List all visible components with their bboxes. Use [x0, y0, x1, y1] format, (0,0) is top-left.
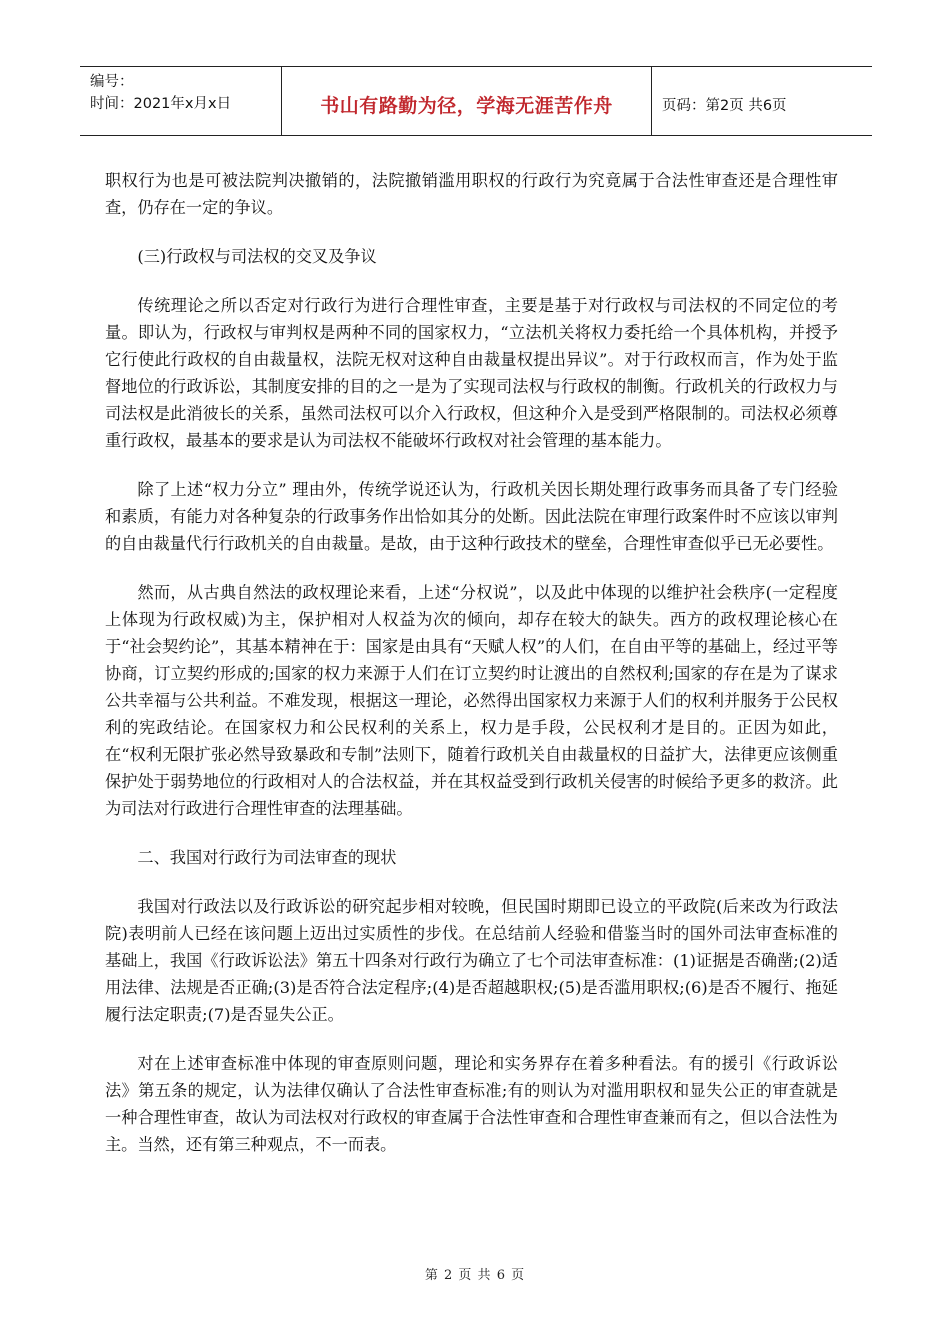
paragraph: 我国对行政法以及行政诉讼的研究起步相对较晚，但民国时期即已设立的平政院(后来改为行政法院)表明前人已经在该问题上迈出过实质性的步伐。在总结前人经验和借鉴当时的国外司法审查标准的基础上，我国《行政诉讼法》第五十四条对行政行为确立了七个司法审查标准：(1)证据是否确凿;(2)适用法律、法规是否正确;(3)是否符合法定程序;(4)是否超越职权;(5)是否滥用职权;(6)是否不履行、拖延履行法定职责;(7)是否显失公正。: [105, 897, 838, 1024]
page-header: [80, 66, 872, 136]
section-heading-3: (三)行政权与司法权的交叉及争议: [137, 247, 377, 266]
section-heading-2: 二、我国对行政行为司法审查的现状: [137, 848, 397, 867]
paragraph-continuation: 职权行为也是可被法院判决撤销的，法院撤销滥用职权的行政行为究竟属于合法性审查还是合理性审查，仍存在一定的争议。: [105, 171, 838, 217]
document-number-label: 编号：: [90, 74, 134, 90]
header-slogan: 书山有路勤为径，学海无涯苦作舟: [282, 67, 652, 135]
page-footer: 第 2 页 共 6 页: [424, 1268, 526, 1283]
paragraph: 对在上述审查标准中体现的审查原则问题，理论和实务界存在着多种看法。有的援引《行政诉讼法》第五条的规定，认为法律仅确认了合法性审查标准;有的则认为对滥用职权和显失公正的审查就是一种合理性审查，故认为司法权对行政权的审查属于合法性审查和合理性审查兼而有之，但以合法性为主。当然，还有第三种观点，不一而表。: [105, 1054, 838, 1154]
document-body: [105, 167, 838, 1180]
header-meta: [80, 67, 282, 135]
paragraph: 传统理论之所以否定对行政行为进行合理性审查，主要是基于对行政权与司法权的不同定位的考量。即认为，行政权与审判权是两种不同的国家权力，“立法机关将权力委托给一个具体机构，并授予它行使此行政权的自由裁量权，法院无权对这种自由裁量权提出异议”。对于行政权而言，作为处于监督地位的行政诉讼，其制度安排的目的之一是为了实现司法权与行政权的制衡。行政机关的行政权力与司法权是此消彼长的关系，虽然司法权可以介入行政权，但这种介入是受到严格限制的。司法权必须尊重行政权，最基本的要求是认为司法权不能破坏行政权对社会管理的基本能力。: [105, 296, 838, 450]
document-time-label: 时间：2021年x月x日: [90, 96, 232, 112]
paragraph: 除了上述“权力分立” 理由外，传统学说还认为，行政机关因长期处理行政事务而具备了专门经验和素质，有能力对各种复杂的行政事务作出恰如其分的处断。因此法院在审理行政案件时不应该以审判的自由裁量代行行政机关的自由裁量。是故，由于这种行政技术的壁垒，合理性审查似乎已无必要性。: [105, 480, 838, 553]
paragraph: 然而，从古典自然法的政权理论来看，上述“分权说”，以及此中体现的以维护社会秩序(一定程度上体现为行政权威)为主，保护相对人权益为次的倾向，却存在较大的缺失。西方的政权理论核心在于“社会契约论”，其基本精神在于：国家是由具有“天赋人权”的人们，在自由平等的基础上，经过平等协商，订立契约形成的;国家的权力来源于人们在订立契约时让渡出的自然权利;国家的存在是为了谋求公共幸福与公共利益。不难发现，根据这一理论，必然得出国家权力来源于人们的权利并服务于公民权利的宪政结论。在国家权力和公民权利的关系上，权力是手段，公民权利才是目的。正因为如此，在“权利无限扩张必然导致暴政和专制”法则下，随着行政机关自由裁量权的日益扩大，法律更应该侧重保护处于弱势地位的行政相对人的合法权益，并在其权益受到行政机关侵害的时候给予更多的救济。此为司法对行政进行合理性审查的法理基础。: [105, 583, 838, 818]
header-page-code: 页码：第2页 共6页: [662, 97, 787, 114]
